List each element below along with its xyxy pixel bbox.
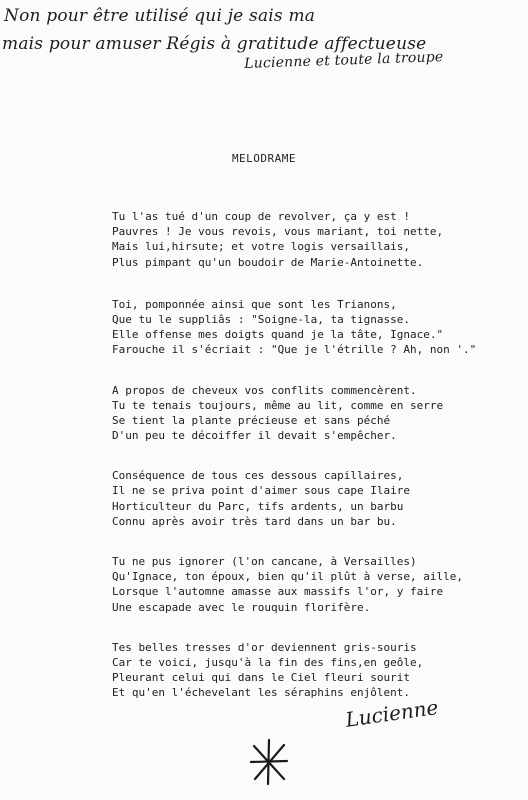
- verse-line: Tu ne pus ignorer (l'on cancane, à Versailles): [112, 555, 417, 568]
- verse-line: Farouche il s'écriait : "Que je l'étrille ? Ah, non '.": [112, 343, 477, 357]
- verse-line: A propos de cheveux vos conflits commencèrent.: [112, 383, 417, 397]
- stanza: [112, 640, 522, 701]
- verse-line: Une escapade avec le rouquin florifère.: [112, 600, 371, 614]
- verse-line: Pauvres ! Je vous revois, vous mariant, toi nette,: [112, 225, 444, 239]
- verse-line: Car te voici, jusqu'à la fin des fins,en geôle,: [112, 655, 424, 669]
- verse-line: Plus pimpant qu'un boudoir de Marie-Antoinette.: [112, 255, 424, 269]
- verse-line: Que tu le suppliâs : "Soigne-la, ta tignasse.: [112, 312, 411, 326]
- verse-line: Mais lui,hirsute; et votre logis versaillais,: [112, 240, 411, 254]
- verse-line: Et qu'en l'échevelant les séraphins enjôlent.: [112, 686, 411, 700]
- stanza: [112, 383, 522, 444]
- verse-line: Connu après avoir très tard dans un bar bu.: [112, 514, 397, 528]
- verse-line: Elle offense mes doigts quand je la tâte, Ignace.": [112, 328, 444, 342]
- verse-line: Qu'Ignace, ton époux, bien qu'il plût à verse, aille,: [112, 570, 463, 584]
- poem-title: MELODRAME: [231, 152, 297, 165]
- stanza: [112, 554, 522, 615]
- verse-line: Tu te tenais toujours, même au lit, comme en serre: [112, 398, 444, 412]
- verse-line: Toi, pomponnée ainsi que sont les Trianons,: [112, 297, 397, 311]
- verse-line: Pleurant celui qui dans le Ciel fleuri sourit: [112, 671, 411, 685]
- stanza: [112, 209, 522, 270]
- verse-line: Lorsque l'automne amasse aux massifs l'or, y faire: [112, 585, 444, 599]
- verse-line: Se tient la plante précieuse et sans péché: [112, 413, 391, 427]
- handwritten-signature: Lucienne: [344, 695, 440, 732]
- asterisk-star-icon: [247, 737, 291, 787]
- verse-line: Il ne se priva point d'aimer sous cape Ilaire: [112, 484, 411, 498]
- verse-line: D'un peu te décoiffer il devait s'empêcher.: [112, 429, 397, 443]
- stanza: [112, 468, 522, 529]
- verse-line: Tu l'as tué d'un coup de revolver, ça y est !: [112, 210, 411, 223]
- verse-line: Horticulteur du Parc, tifs ardents, un barbu: [112, 499, 404, 513]
- handwritten-note-line-3: Lucienne et toute la troupe: [244, 49, 444, 72]
- handwritten-note-line-2: mais pour amuser Régis à gratitude affectueuse: [2, 34, 427, 54]
- poem-body: [112, 209, 522, 726]
- stanza: [112, 297, 522, 358]
- verse-line: Conséquence de tous ces dessous capillaires,: [112, 469, 404, 483]
- handwritten-note-line-1: Non pour être utilisé qui je sais ma: [4, 6, 316, 26]
- verse-line: Tes belles tresses d'or deviennent gris-souris: [112, 640, 417, 654]
